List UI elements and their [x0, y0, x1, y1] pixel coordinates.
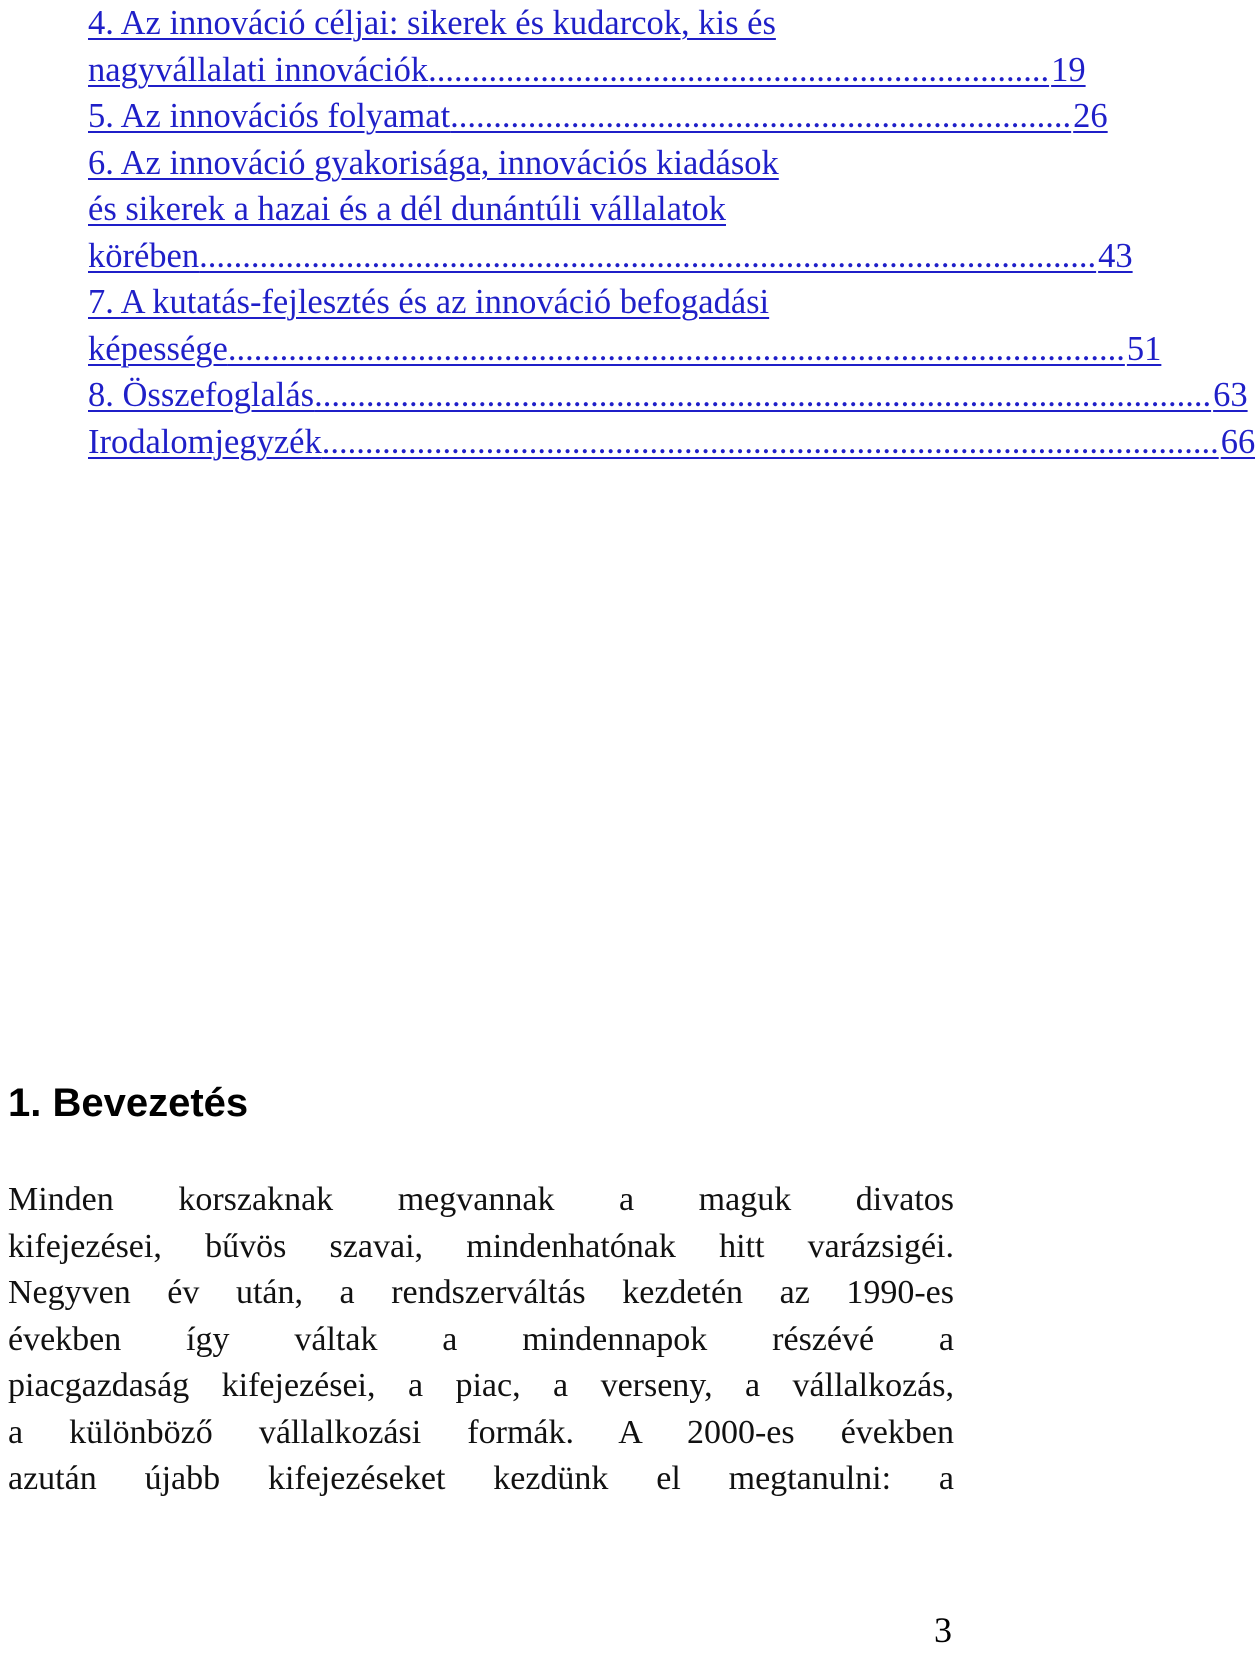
paragraph-line: években így váltak a mindennapok részévé a — [8, 1320, 954, 1358]
toc-entry-6-line-3[interactable] — [88, 233, 1133, 280]
toc-leader[interactable] — [227, 326, 1162, 373]
toc-entry-text[interactable]: és sikerek a hazai és a dél dunántúli vállalatok — [88, 190, 726, 228]
page-number: 3 — [934, 1610, 952, 1650]
toc-page-number[interactable]: 51 — [1126, 329, 1162, 368]
toc-page-number[interactable]: 43 — [1098, 236, 1133, 275]
toc-entry-8[interactable] — [88, 372, 1248, 419]
toc-page-number[interactable]: 63 — [1213, 376, 1248, 414]
toc-leader[interactable] — [199, 233, 1133, 280]
toc-dots: ........................................................................................................ — [314, 376, 1212, 414]
toc-entry-text[interactable]: 8. Összefoglalás — [88, 376, 315, 414]
toc-dots: ........................................................................................................ — [227, 329, 1125, 368]
body-paragraph — [8, 1177, 954, 1503]
toc-entry-6-line-2[interactable] — [88, 186, 954, 233]
toc-dots: ........................................................................ — [450, 97, 1072, 135]
toc-entry-text[interactable]: 7. A kutatás-fejlesztés és az innováció befogadási — [88, 283, 770, 321]
toc-entry-text[interactable]: 4. Az innováció céljai: sikerek és kudarcok, kis és — [88, 4, 776, 42]
toc-leader[interactable] — [314, 372, 1248, 419]
toc-page-number[interactable]: 26 — [1073, 97, 1108, 135]
paragraph-line: piacgazdaság kifejezései, a piac, a verseny, a vállalkozás, — [8, 1367, 954, 1404]
section-heading: 1. Bevezetés — [8, 1081, 249, 1125]
toc-entry-text[interactable]: 6. Az innováció gyakorisága, innovációs kiadások — [88, 143, 779, 182]
toc-entry-text[interactable]: képessége — [88, 329, 228, 368]
toc-page-number[interactable]: 19 — [1051, 50, 1086, 89]
toc-leader[interactable] — [321, 419, 1255, 466]
paragraph-line: Negyven év után, a rendszerváltás kezdetén az 1990-es — [8, 1274, 954, 1311]
toc-entry-5[interactable] — [88, 93, 1108, 140]
paragraph-line: Minden korszaknak megvannak a maguk divatos — [8, 1181, 954, 1218]
paragraph-line: azután újabb kifejezéseket kezdünk el megtanulni: a — [8, 1460, 954, 1497]
toc-entry-6-line-1[interactable] — [88, 140, 954, 187]
toc-entry-text[interactable]: körében — [88, 236, 200, 275]
toc-entry-text[interactable]: Irodalomjegyzék — [88, 422, 322, 461]
toc-entry-7-line-1[interactable] — [88, 279, 954, 326]
toc-leader[interactable] — [450, 93, 1108, 140]
paragraph-line: kifejezései, bűvös szavai, mindenhatónak hitt varázsigéi. — [8, 1227, 954, 1265]
paragraph-line: a különböző vállalkozási formák. A 2000-es években — [8, 1413, 954, 1451]
toc-entry-text[interactable]: nagyvállalati innovációk — [88, 50, 429, 89]
toc-entry-bibliography[interactable] — [88, 419, 1255, 466]
toc-dots: ........................................................................ — [428, 50, 1050, 89]
toc-entry-text[interactable]: 5. Az innovációs folyamat — [88, 97, 451, 135]
toc-leader[interactable] — [428, 47, 1086, 94]
toc-dots: ........................................................................................................ — [321, 422, 1219, 461]
toc-entry-7-line-2[interactable] — [88, 326, 1162, 373]
toc-entry-4-line-2[interactable] — [88, 47, 1086, 94]
table-of-contents — [88, 0, 1255, 465]
toc-entry-4-line-1[interactable] — [88, 0, 954, 47]
toc-dots: ........................................................................................................ — [199, 236, 1097, 275]
toc-page-number[interactable]: 66 — [1220, 422, 1255, 461]
